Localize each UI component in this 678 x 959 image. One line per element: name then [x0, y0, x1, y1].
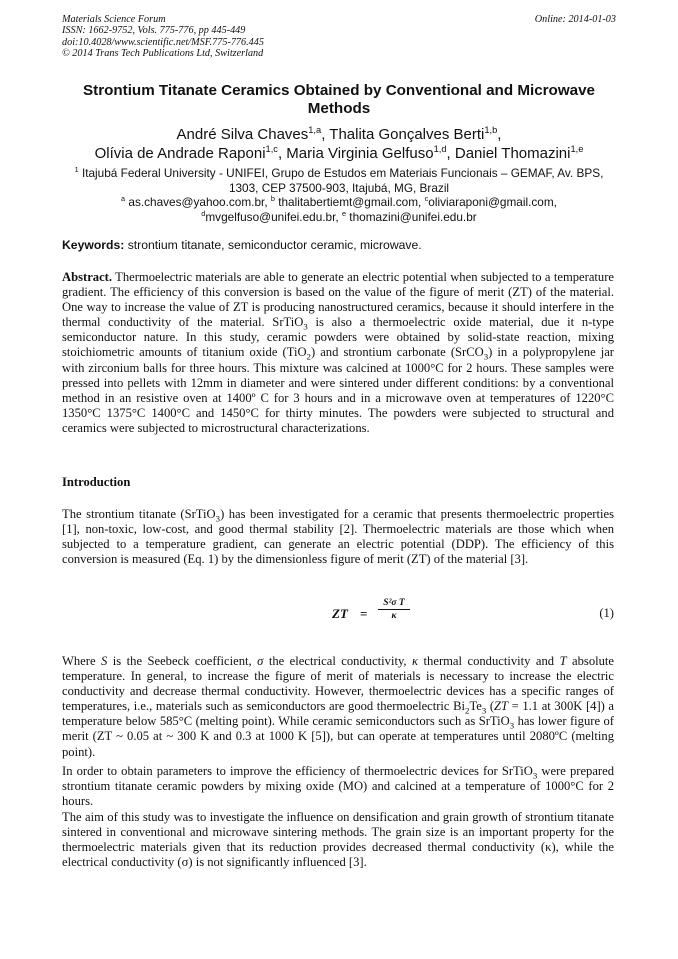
- abstract-paragraph: [62, 270, 614, 436]
- paper-title: Strontium Titanate Ceramics Obtained by Conventional and Microwave Methods: [83, 82, 595, 117]
- subscript: 3: [481, 705, 487, 716]
- affiliation-block: $^1$ Itajubá Federal University - UNIFEI, Grupo de Estudos em Materiais Funcionais – GEMAF, Av. BPS, 1303, CEP 37500-903, Itajubá, MG, Brazil $^a$ as.chaves@yahoo.com.br, $^b$ thalitabertiemt@gmail.com, $^c$oliviaraponi@gmail.com, $^d$mvgelfuso@unifei.edu.br, $^e$ thomazini@unifei.edu.br: [74, 165, 604, 224]
- author-sup: 1,b: [484, 125, 498, 135]
- section-heading: Introduction: [62, 475, 131, 489]
- author-sup: 1,d: [433, 144, 447, 154]
- author-list: André Silva Chaves$^{1,a}$, Thalita Gonçalves Berti$^{1,b}$, Olívia de Andrade Raponi$^{1,c}$, Maria Virginia Gelfuso$^{1,d}$, Daniel Thomazini$^{1,e}$: [94, 125, 584, 162]
- issn-line: ISSN: 1662-9752, Vols. 775-776, pp 445-449: [62, 25, 246, 37]
- affiliation-text: Itajubá Federal University - UNIFEI, Grupo de Estudos em Materiais Funcionais – GEMAF, Av. BPS, 1303, CEP 37500-903, Itajubá, MG, Brazil: [81, 166, 604, 195]
- intro-text: Te: [469, 699, 482, 714]
- doi-line: doi:10.4028/www.scientific.net/MSF.775-776.445: [62, 36, 264, 48]
- intro-text: (: [486, 699, 495, 714]
- intro-text: the electrical conductivity,: [263, 654, 413, 668]
- abstract-text: is also a thermoelectric oxide material, due it n-type semiconductor nature. In this study, ceramic powders were obtained by solid-state reaction, mixing stoichiometric amounts of titanium oxide (TiO: [62, 315, 614, 360]
- equation-numerator: S²σ T: [378, 598, 410, 610]
- intro-text: Where: [62, 654, 102, 668]
- keywords-text: strontium titanate, semiconductor ceramic, microwave.: [124, 238, 422, 252]
- intro-text: = 1.1 at 300K [4]) a temperature below 585°C (melting point). While ceramic semiconductors such as SrTiO: [62, 699, 615, 729]
- author-sup: 1,a: [308, 125, 322, 135]
- email-marker: a: [121, 194, 126, 204]
- equation-lhs: ZT: [332, 606, 348, 621]
- subscript: 3: [532, 770, 538, 781]
- equation-number: (1): [599, 606, 614, 620]
- author-name: Thalita Gonçalves Berti: [329, 126, 485, 143]
- intro-text: absolute temperature. In general, to increase the figure of merit of materials is necessary to increase the electric conductivity and decrease thermal conductivity. However, thermoelectric devices has a specific ranges of temperatures, i.e., materials such as semiconductors are good thermoelectric Bi: [62, 654, 615, 714]
- abstract-text: ) and strontium carbonate (SrCO: [310, 345, 484, 360]
- equation-fraction: [378, 598, 410, 621]
- intro-text: thermal conductivity and: [418, 654, 560, 668]
- symbol: σ: [257, 654, 264, 668]
- subscript: 3: [303, 321, 308, 332]
- subscript: 3: [215, 513, 221, 524]
- subscript: 3: [509, 720, 515, 731]
- email-marker: d: [201, 208, 206, 218]
- intro-paragraph: The aim of this study was to investigate the influence on densification and grain growth of strontium titanate sintered in conventional and microwave sintering methods. The grain size is an important property for the thermoelectric materials given that its reduction provides decreased thermal conductivity (κ), while the electrical conductivity (σ) is not significantly influenced [3].: [62, 810, 614, 870]
- author-email[interactable]: as.chaves@yahoo.com.br: [128, 195, 265, 210]
- abstract-text: Thermoelectric materials are able to generate an electric potential when subjected to a temperature gradient. The efficiency of this conversion is based on the value of the figure of merit (ZT) of the material. One way to increase the value of ZT is producing nanostructured ceramics, because it should interfere in the thermal conductivity of the material. SrTiO: [62, 270, 614, 330]
- equation-1: [62, 598, 614, 630]
- journal-name: Materials Science Forum: [62, 14, 166, 25]
- online-date: Online: 2014-01-03: [534, 14, 616, 25]
- author-name: Olívia de Andrade Raponi: [94, 145, 266, 162]
- keywords-label: Keywords:: [62, 238, 125, 252]
- symbol: ZT: [494, 699, 509, 714]
- subscript: 3: [483, 351, 489, 362]
- intro-paragraph: [62, 654, 614, 760]
- author-name: Daniel Thomazini: [454, 145, 571, 162]
- subscript: 2: [306, 351, 311, 362]
- intro-text: In order to obtain parameters to improve the efficiency of thermoelectric devices for SrTiO: [62, 764, 533, 778]
- symbol: T: [559, 654, 567, 668]
- abstract-text: ) in a polypropylene jar with zirconium balls for three hours. This mixture was calcined at 1000°C for 2 hours. These samples were pressed into pellets with 12mm in diameter and were sintered under different conditions: by a conventional method in an resistive oven at 1400º C for 3 hours and in a microwave oven at temperatures of 1220°C 1350°C 1375°C 1400°C and 1450°C for thirty minutes. The powders were subjected to structural and ceramics were subjected to microstructural characterizations.: [62, 345, 615, 435]
- abstract-label: Abstract.: [62, 270, 113, 284]
- author-name: Maria Virginia Gelfuso: [286, 145, 434, 162]
- intro-text: were prepared strontium titanate ceramic powders by mixing oxide (MO) and calcined at a temperature of 1000°C for 2 hours.: [62, 764, 615, 809]
- email-marker: c: [424, 194, 429, 204]
- author-sup: 1,e: [570, 144, 584, 154]
- intro-text: has lower figure of merit (ZT ~ 0.05 at ~ 300 K and 0.3 at 1000 K [5]), but can operate at temperatures until 2080ºC (melting point).: [62, 714, 614, 759]
- keywords-line: [62, 238, 616, 253]
- symbol: κ: [412, 654, 419, 668]
- page-header: [62, 14, 616, 60]
- intro-text: The strontium titanate (SrTiO: [62, 507, 216, 521]
- equation-denominator: κ: [391, 611, 397, 621]
- intro-text: is the Seebeck coefficient,: [107, 654, 258, 668]
- author-email[interactable]: oliviaraponi@gmail.com: [428, 195, 554, 210]
- subscript: 2: [465, 705, 470, 716]
- author-sup: 1,c: [265, 144, 278, 154]
- email-marker: b: [270, 194, 275, 204]
- email-marker: e: [341, 208, 347, 218]
- equation-equals: =: [360, 606, 368, 621]
- author-name: André Silva Chaves: [176, 126, 309, 143]
- intro-paragraph: [62, 764, 614, 809]
- copyright-line: © 2014 Trans Tech Publications Ltd, Switzerland: [62, 48, 264, 60]
- intro-text: ) has been investigated for a ceramic that presents thermoelectric properties [1], non-toxic, low-cost, and good thermal stability [2]. Thermoelectric materials are those which when subjected to a temperature gradient, can generate an electric potential (DDP). The efficiency of this conversion is measured (Eq. 1) by the dimensionless figure of merit (ZT) of the material [3].: [62, 507, 614, 567]
- author-email[interactable]: mvgelfuso@unifei.edu.br: [205, 209, 336, 224]
- affiliation-marker: 1: [74, 165, 79, 175]
- author-email[interactable]: thalitabertiemt@gmail.com: [278, 195, 419, 210]
- intro-paragraph: [62, 507, 614, 567]
- symbol: S: [101, 654, 108, 668]
- author-email[interactable]: thomazini@unifei.edu.br: [349, 209, 477, 224]
